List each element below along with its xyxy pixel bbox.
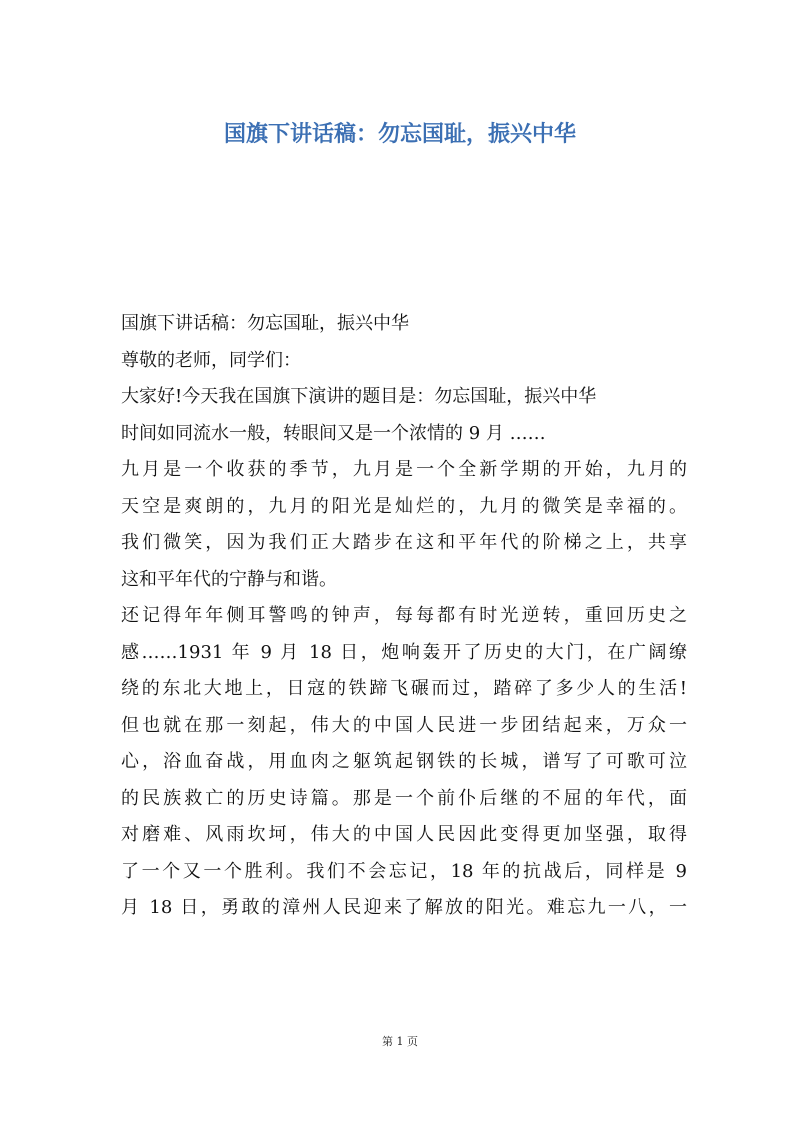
body-line: 时间如同流水一般，转眼间又是一个浓情的 9 月 …… [121, 422, 546, 444]
body-line: 月 18 日，勇敢的漳州人民迎来了解放的阳光。难忘九一八，一 [121, 897, 687, 918]
body-line: 我们微笑，因为我们正大踏步在这和平年代的阶梯之上，共享 [121, 532, 687, 553]
body-line: 心，浴血奋战，用血肉之躯筑起钢铁的长城，谱写了可歌可泣 [121, 751, 687, 772]
body-line: 天空是爽朗的，九月的阳光是灿烂的，九月的微笑是幸福的。 [121, 495, 687, 517]
body-line-heading: 国旗下讲话稿：勿忘国耻，振兴中华 [121, 313, 409, 334]
body-line: 对磨难、风雨坎坷，伟大的中国人民因此变得更加坚强，取得 [121, 824, 687, 845]
body-line: 九月是一个收获的季节，九月是一个全新学期的开始，九月的 [121, 459, 687, 480]
body-line: 还记得年年侧耳警鸣的钟声，每每都有时光逆转，重回历史之 [121, 605, 687, 626]
body-line: 感……1931 年 9 月 18 日，炮响轰开了历史的大门，在广阔缭 [121, 641, 687, 663]
document-title: 国旗下讲话稿：勿忘国耻，振兴中华 [223, 122, 576, 147]
body-line: 了一个又一个胜利。我们不会忘记，18 年的抗战后，同样是 9 [121, 860, 687, 882]
body-line: 这和平年代的宁静与和谐。 [121, 568, 337, 590]
body-line-salutation: 尊敬的老师，同学们： [121, 349, 301, 371]
body-line: 绕的东北大地上，日寇的铁蹄飞碾而过，踏碎了多少人的生活! [121, 678, 687, 699]
page-number: 第 1 页 [382, 1035, 418, 1048]
body-line: 但也就在那一刻起，伟大的中国人民进一步团结起来，万众一 [121, 714, 687, 736]
body-line: 的民族救亡的历史诗篇。那是一个前仆后继的不屈的年代，面 [121, 787, 687, 809]
body-line: 大家好!今天我在国旗下演讲的题目是：勿忘国耻，振兴中华 [121, 386, 597, 407]
document-body [121, 306, 687, 927]
